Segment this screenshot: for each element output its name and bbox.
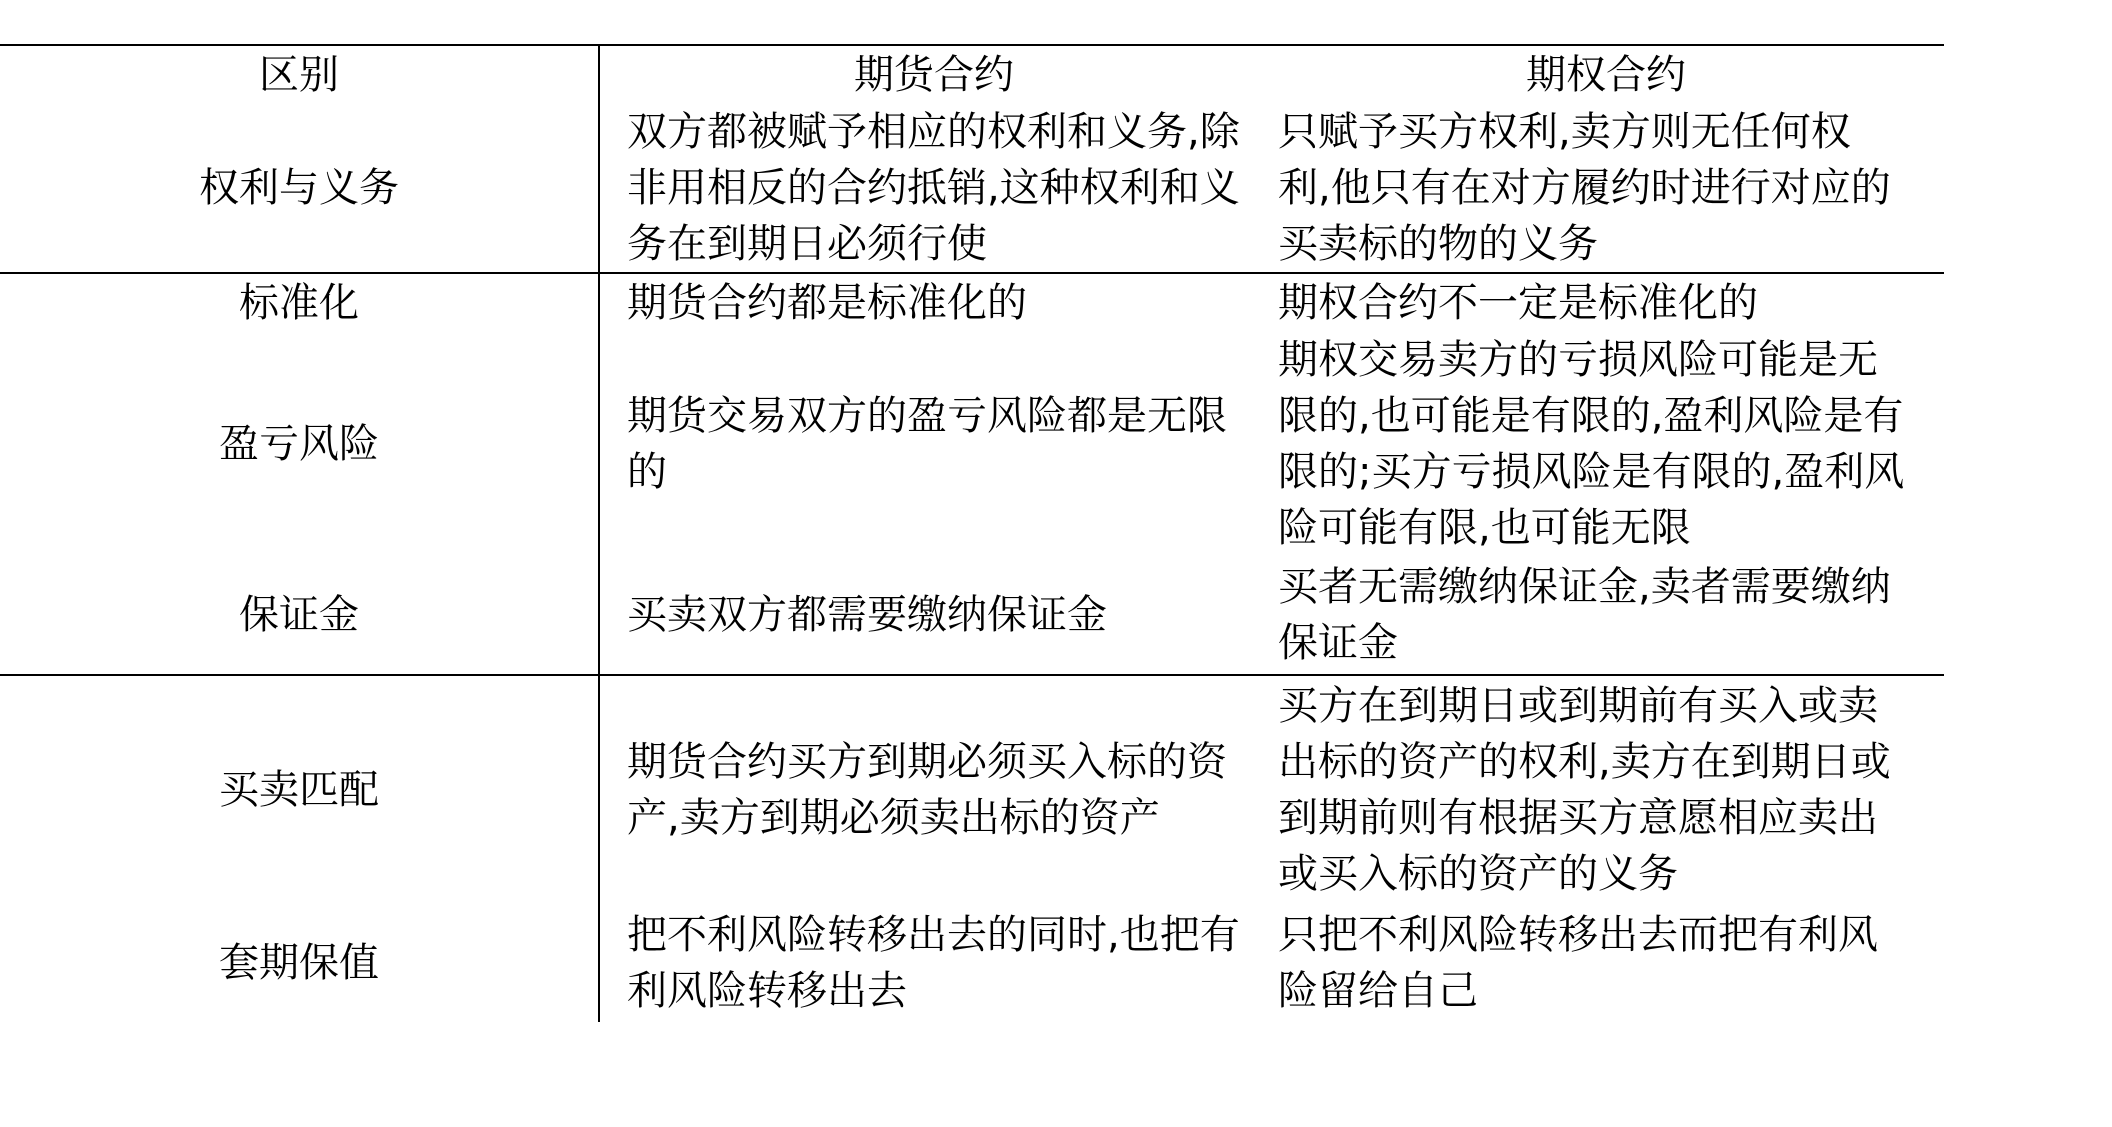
table-row bbox=[0, 273, 1944, 332]
options-cell bbox=[1268, 104, 1944, 273]
row-label: 盈亏风险 bbox=[219, 421, 379, 467]
futures-text: 把不利风险转移出去的同时,也把有利风险转移出去 bbox=[627, 912, 1240, 1014]
row-label: 套期保值 bbox=[219, 940, 379, 986]
futures-text: 买卖双方都需要缴纳保证金 bbox=[627, 592, 1107, 638]
futures-cell bbox=[599, 273, 1268, 332]
table-row bbox=[0, 904, 1944, 1022]
futures-text: 期货交易双方的盈亏风险都是无限的 bbox=[627, 393, 1227, 495]
futures-cell bbox=[599, 556, 1268, 675]
options-text: 只把不利风险转移出去而把有利风险留给自己 bbox=[1278, 912, 1878, 1014]
futures-cell bbox=[599, 675, 1268, 904]
row-label: 买卖匹配 bbox=[219, 767, 379, 813]
row-label: 标准化 bbox=[239, 280, 359, 326]
futures-vs-options-table bbox=[0, 44, 1944, 1022]
table-row bbox=[0, 104, 1944, 273]
futures-cell bbox=[599, 104, 1268, 273]
options-text: 期权交易卖方的亏损风险可能是无限的,也可能是有限的,盈利风险是有限的;买方亏损风险是有限的,盈利风险可能有限,也可能无限 bbox=[1278, 337, 1905, 551]
comparison-table-container bbox=[0, 44, 1944, 1022]
row-label: 保证金 bbox=[0, 556, 599, 675]
futures-text: 期货合约买方到期必须买入标的资产,卖方到期必须卖出标的资产 bbox=[627, 739, 1227, 841]
options-cell bbox=[1268, 904, 1944, 1022]
options-text: 买方在到期日或到期前有买入或卖出标的资产的权利,卖方在到期日或到期前则有根据买方意愿相应卖出或买入标的资产的义务 bbox=[1278, 683, 1891, 897]
header-options: 期权合约 bbox=[1268, 45, 1944, 104]
header-futures: 期货合约 bbox=[599, 45, 1268, 104]
options-text: 买者无需缴纳保证金,卖者需要缴纳保证金 bbox=[1278, 564, 1891, 666]
header-difference: 区别 bbox=[0, 45, 599, 104]
futures-cell bbox=[599, 332, 1268, 556]
options-text: 期权合约不一定是标准化的 bbox=[1278, 280, 1758, 326]
options-cell bbox=[1268, 556, 1944, 675]
header-row bbox=[0, 45, 1944, 104]
table-row bbox=[0, 332, 1944, 556]
options-text: 只赋予买方权利,卖方则无任何权利,他只有在对方履约时进行对应的买卖标的物的义务 bbox=[1278, 109, 1891, 267]
table-row bbox=[0, 675, 1944, 904]
options-cell bbox=[1268, 675, 1944, 904]
options-cell bbox=[1268, 273, 1944, 332]
futures-cell bbox=[599, 904, 1268, 1022]
futures-text: 期货合约都是标准化的 bbox=[627, 280, 1027, 326]
table-row bbox=[0, 556, 1944, 675]
row-label: 权利与义务 bbox=[0, 104, 599, 273]
futures-text: 双方都被赋予相应的权利和义务,除非用相反的合约抵销,这种权利和义务在到期日必须行使 bbox=[627, 109, 1240, 267]
options-cell bbox=[1268, 332, 1944, 556]
